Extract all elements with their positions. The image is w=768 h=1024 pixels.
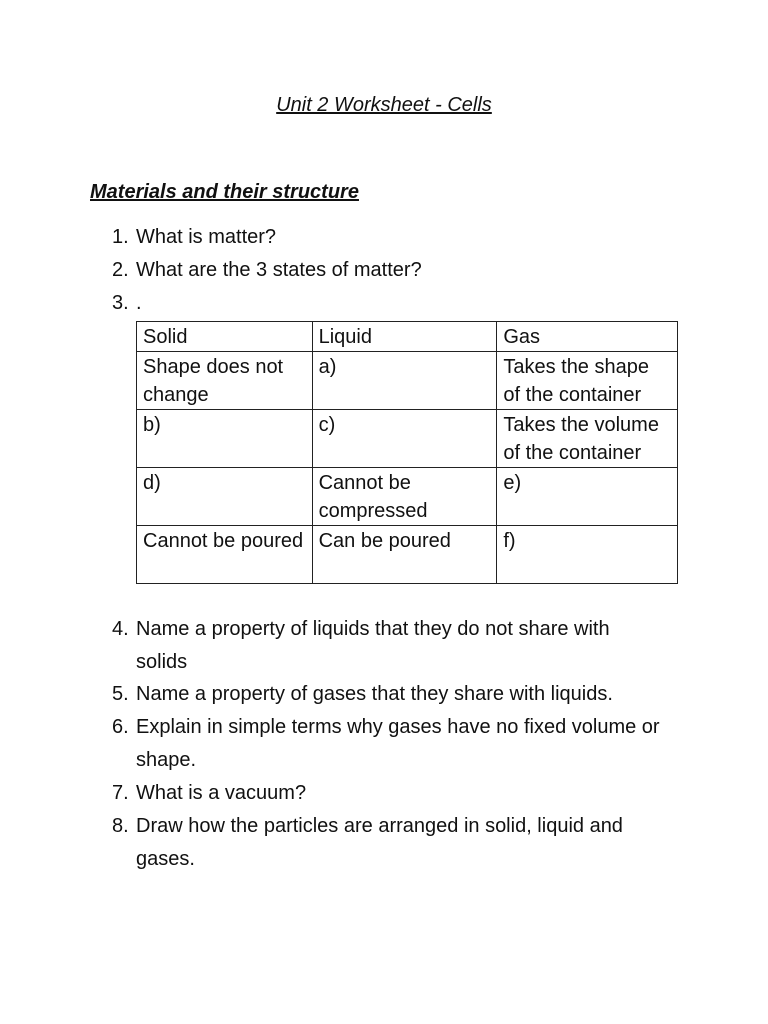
question-number: 3. bbox=[112, 292, 129, 314]
table-cell: Gas bbox=[497, 322, 678, 352]
question-text: What is matter? bbox=[136, 226, 277, 248]
question-number: 5. bbox=[112, 683, 129, 705]
table-cell: Cannot be compressed bbox=[312, 468, 497, 526]
question-text: Name a property of gases that they share with liquids. bbox=[136, 683, 613, 705]
question-6 bbox=[112, 711, 692, 777]
table-cell: Can be poured bbox=[312, 526, 497, 584]
question-text: What are the 3 states of matter? bbox=[136, 259, 422, 281]
table-row bbox=[137, 352, 678, 410]
question-text: What is a vacuum? bbox=[136, 782, 307, 804]
states-of-matter-table bbox=[136, 321, 678, 584]
question-4 bbox=[112, 613, 692, 679]
question-number: 7. bbox=[112, 782, 129, 804]
question-text-line2: shape. bbox=[136, 749, 197, 771]
table-cell: c) bbox=[312, 410, 497, 468]
question-8 bbox=[112, 810, 692, 876]
table-cell: b) bbox=[137, 410, 313, 468]
table-cell: d) bbox=[137, 468, 313, 526]
table-cell: Takes the volume of the container bbox=[497, 410, 678, 468]
question-number: 2. bbox=[112, 259, 129, 281]
question-number: 6. bbox=[112, 716, 129, 738]
table-row bbox=[137, 468, 678, 526]
page-title: Unit 2 Worksheet - Cells bbox=[276, 94, 492, 116]
question-text-line2: gases. bbox=[136, 848, 195, 870]
table-cell: Shape does not change bbox=[137, 352, 313, 410]
question-5 bbox=[112, 678, 692, 711]
question-1 bbox=[112, 221, 692, 254]
table-cell: Solid bbox=[137, 322, 313, 352]
section-heading: Materials and their structure bbox=[90, 181, 359, 203]
table-cell: Liquid bbox=[312, 322, 497, 352]
question-text-line1: Explain in simple terms why gases have no fixed volume or bbox=[136, 716, 660, 738]
question-text-line1: Name a property of liquids that they do not share with bbox=[136, 618, 610, 640]
table-cell: e) bbox=[497, 468, 678, 526]
table-row bbox=[137, 410, 678, 468]
question-3 bbox=[112, 287, 692, 320]
question-text: . bbox=[136, 292, 142, 314]
question-text-line1: Draw how the particles are arranged in solid, liquid and bbox=[136, 815, 623, 837]
table-row bbox=[137, 526, 678, 584]
question-number: 4. bbox=[112, 618, 129, 640]
table-cell: a) bbox=[312, 352, 497, 410]
question-number: 8. bbox=[112, 815, 129, 837]
question-number: 1. bbox=[112, 226, 129, 248]
table-cell: Cannot be poured bbox=[137, 526, 313, 584]
question-7 bbox=[112, 777, 692, 810]
question-2 bbox=[112, 254, 692, 287]
table-cell: f) bbox=[497, 526, 678, 584]
table-cell: Takes the shape of the container bbox=[497, 352, 678, 410]
question-text-line2: solids bbox=[136, 651, 188, 673]
table-header-row bbox=[137, 322, 678, 352]
